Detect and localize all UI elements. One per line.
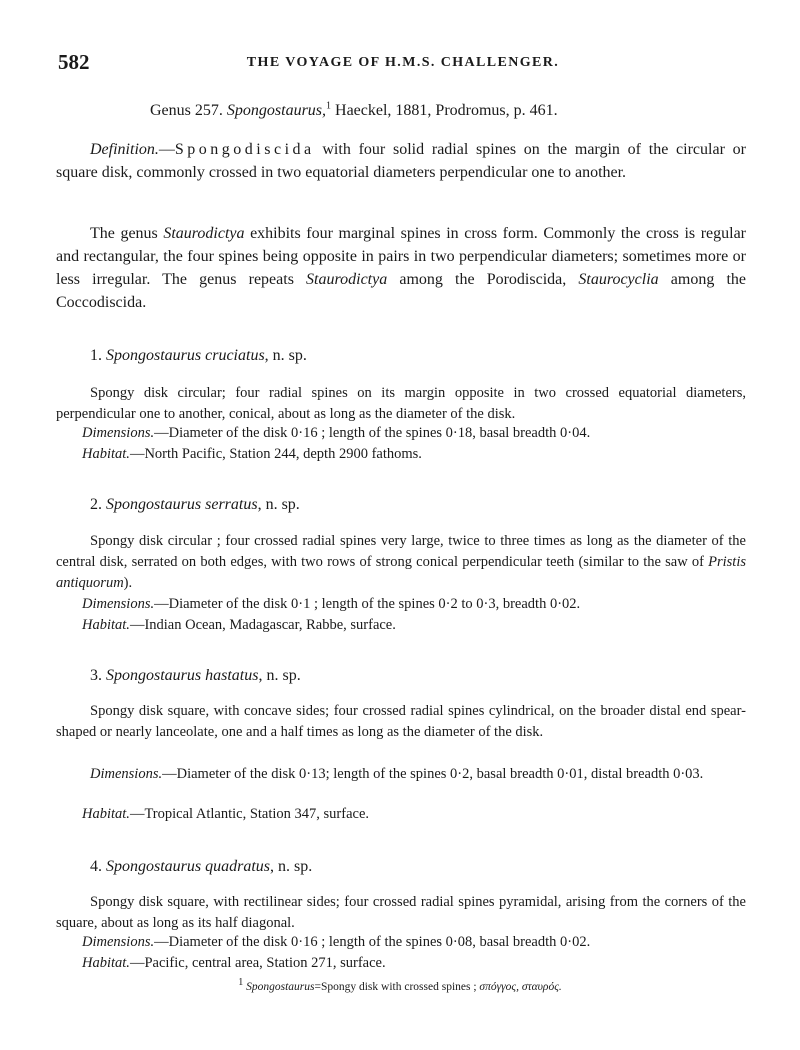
footnote (0, 977, 800, 993)
habitat-label: Habitat. (82, 806, 130, 822)
habitat-label: Habitat. (82, 446, 130, 462)
genus-note-italic-1: Staurodictya (163, 225, 245, 242)
genus-citation: Haeckel, 1881, Prodromus, p. 461. (335, 102, 558, 119)
species-dimensions (82, 425, 590, 442)
species-dimensions (56, 764, 746, 785)
species-suffix: , n. sp. (270, 858, 313, 875)
genus-note-italic-3: Staurocyclia (578, 271, 659, 288)
habitat-text: —Pacific, central area, Station 271, surface. (129, 955, 386, 971)
habitat-text: —Tropical Atlantic, Station 347, surface. (129, 806, 370, 822)
dimensions-label: Dimensions. (90, 766, 163, 782)
species-number: 2. (90, 496, 102, 513)
species-habitat (82, 446, 422, 463)
genus-footnote-mark: 1 (326, 100, 332, 112)
species-description: Spongy disk circular; four radial spines on its margin opposite in two crossed equatorial diameters, perpendicular one to another, conical, about as long as the diameter of the disk. (56, 385, 746, 422)
definition-dash: — (158, 141, 175, 158)
description-end: ). (123, 575, 133, 591)
dimensions-label: Dimensions. (82, 425, 155, 441)
habitat-label: Habitat. (82, 617, 130, 633)
habitat-label: Habitat. (82, 955, 130, 971)
species-suffix: , n. sp. (264, 347, 307, 364)
description-italic: Pristis antiquorum (56, 554, 746, 591)
page-number: 582 (58, 50, 90, 74)
page-header (58, 50, 748, 74)
genus-note-text-4: among the Coccodiscida. (56, 271, 747, 311)
footnote-text: =Spongy disk with crossed spines ; (314, 981, 480, 993)
species-name: Spongostaurus cruciatus (106, 347, 265, 364)
definition-label: Definition. (90, 141, 159, 158)
genus-note-text-1: The genus (90, 225, 164, 242)
habitat-text: —Indian Ocean, Madagascar, Rabbe, surface. (129, 617, 396, 633)
species-habitat (82, 617, 396, 634)
footnote-mark: 1 (238, 977, 244, 989)
species-name: Spongostaurus serratus (106, 496, 258, 513)
dimensions-text: —Diameter of the disk 0·16 ; length of the spines 0·18, basal breadth 0·04. (154, 425, 591, 441)
species-heading (90, 347, 307, 365)
genus-prefix: Genus 257. (150, 102, 223, 119)
dimensions-text: —Diameter of the disk 0·13; length of the spines 0·2, basal breadth 0·01, distal breadth 0·03. (162, 766, 704, 782)
species-heading (90, 667, 301, 685)
genus-note-text-2: exhibits four marginal spines in cross form. Commonly the cross is regular and rectangular, the four spines being opposite in pairs in two perpendicular diameters; sometimes more or less irregular. The genus repeats (56, 225, 746, 288)
dimensions-label: Dimensions. (82, 934, 155, 950)
species-number: 1. (90, 347, 102, 364)
species-number: 3. (90, 667, 102, 684)
species-dimensions (82, 934, 590, 951)
genus-heading (150, 102, 558, 120)
dimensions-label: Dimensions. (82, 596, 155, 612)
dimensions-text: —Diameter of the disk 0·16 ; length of the spines 0·08, basal breadth 0·02. (154, 934, 591, 950)
footnote-greek: σπόγγος, σταυρός. (479, 981, 562, 993)
species-heading (90, 496, 300, 514)
genus-note-text-3: among the Porodiscida, (387, 271, 579, 288)
species-name: Spongostaurus quadratus (106, 858, 271, 875)
definition-term: Spongodiscida (174, 141, 315, 158)
species-name: Spongostaurus hastatus (106, 667, 259, 684)
habitat-text: —North Pacific, Station 244, depth 2900 fathoms. (129, 446, 422, 462)
species-number: 4. (90, 858, 102, 875)
species-habitat (82, 806, 369, 823)
definition-paragraph (56, 138, 746, 184)
species-dimensions (82, 596, 580, 613)
species-description: Spongy disk square, with concave sides; four crossed radial spines cylindrical, on the broader distal end spear-shaped or nearly lanceolate, one and a half times as long as the diameter of the disk. (56, 703, 746, 740)
description-text: Spongy disk circular ; four crossed radial spines very large, twice to three times as long as the diameter of the central disk, serrated on both edges, with two rows of strong conical perpendicular teeth (similar to the saw of (56, 533, 746, 570)
species-suffix: , n. sp. (258, 667, 301, 684)
genus-name: Spongostaurus, (226, 102, 327, 119)
species-description: Spongy disk square, with rectilinear sides; four crossed radial spines pyramidal, arising from the corners of the square, about as long as its half diagonal. (56, 894, 746, 931)
species-heading (90, 858, 312, 876)
species-description (56, 531, 746, 594)
species-habitat (82, 955, 386, 972)
footnote-term: Spongostaurus (246, 981, 315, 993)
genus-note-paragraph (56, 222, 746, 314)
species-suffix: , n. sp. (257, 496, 300, 513)
definition-text: with four solid radial spines on the margin of the circular or square disk, commonly crossed in two equatorial diameters perpendicular one to another. (56, 141, 746, 181)
running-title: THE VOYAGE OF H.M.S. CHALLENGER. (246, 55, 560, 70)
dimensions-text: —Diameter of the disk 0·1 ; length of the spines 0·2 to 0·3, breadth 0·02. (154, 596, 581, 612)
genus-note-italic-2: Staurodictya (306, 271, 388, 288)
